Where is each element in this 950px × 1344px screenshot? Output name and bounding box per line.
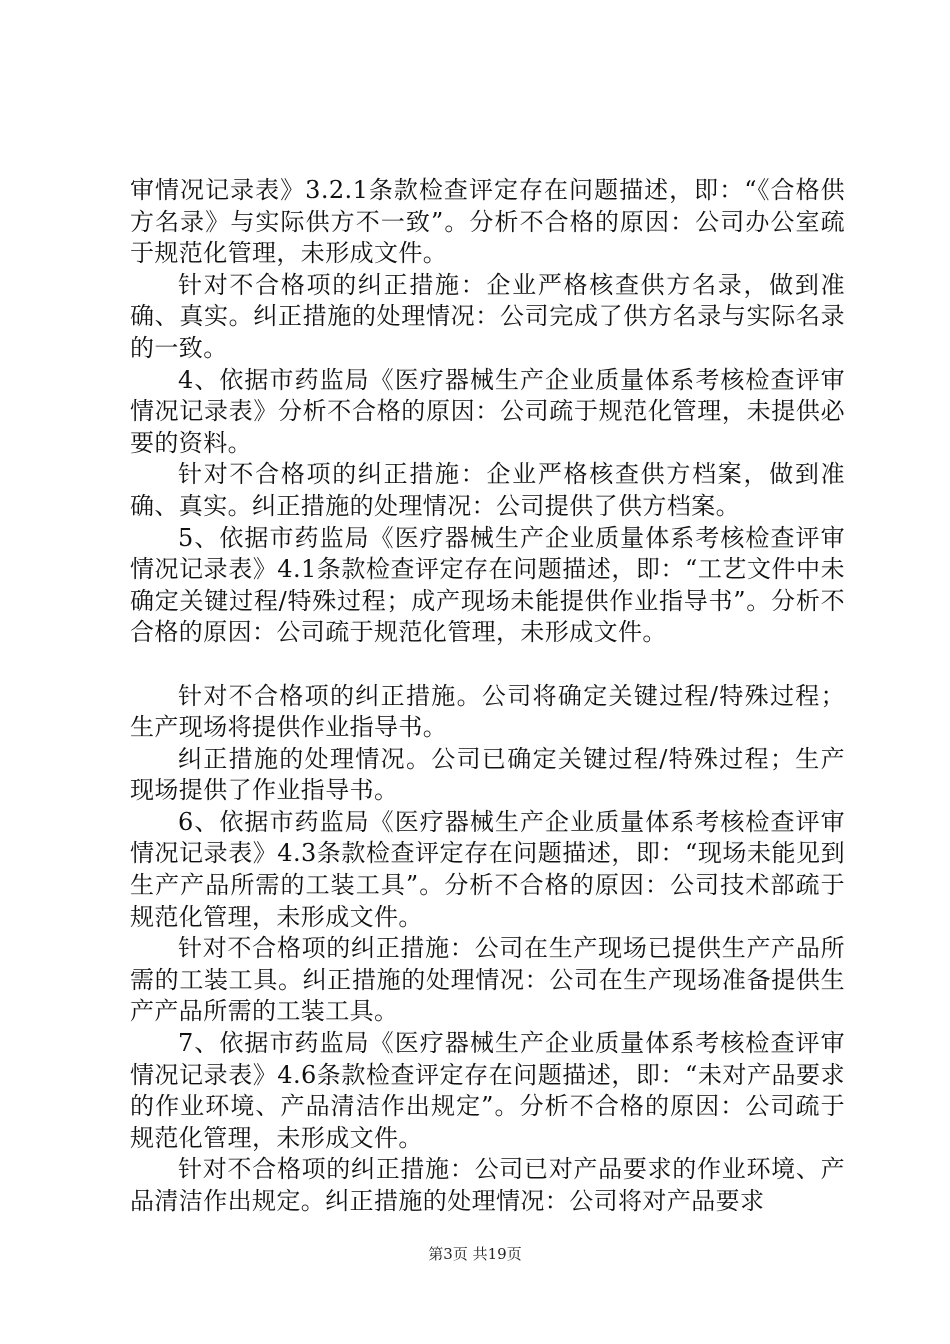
paragraph-corrective-measure-6: 针对不合格项的纠正措施：公司在生产现场已提供生产产品所需的工装工具。纠正措施的处理情况：公司在生产现场准备提供生产产品所需的工装工具。: [130, 934, 845, 1026]
paragraph-continuation: 审情况记录表》3.2.1条款检查评定存在问题描述，即：“《合格供方名录》与实际供方不一致”。分析不合格的原因：公司办公室疏于规范化管理，未形成文件。: [130, 176, 845, 268]
paragraph-item-6: 6、依据市药监局《医疗器械生产企业质量体系考核检查评审情况记录表》4.3条款检查评定存在问题描述，即：“现场未能见到生产产品所需的工装工具”。分析不合格的原因：公司技术部疏于规范化管理，未形成文件。: [130, 807, 845, 931]
document-body: [130, 175, 845, 1218]
paragraph-corrective-measure-4: 针对不合格项的纠正措施：企业严格核查供方档案，做到准确、真实。纠正措施的处理情况：公司提供了供方档案。: [130, 460, 845, 520]
paragraph-corrective-measure-5: 针对不合格项的纠正措施。公司将确定关键过程/特殊过程；生产现场将提供作业指导书。: [130, 681, 845, 742]
paragraph-corrective-measure-7: 针对不合格项的纠正措施：公司已对产品要求的作业环境、产品清洁作出规定。纠正措施的处理情况：公司将对产品要求: [130, 1155, 845, 1215]
paragraph-item-5: 5、依据市药监局《医疗器械生产企业质量体系考核检查评审情况记录表》4.1条款检查评定存在问题描述，即：“工艺文件中未确定关键过程/特殊过程；成产现场未能提供作业指导书”。分析不合格的原因：公司疏于规范化管理，未形成文件。: [130, 523, 845, 647]
paragraph-corrective-measure-3: 针对不合格项的纠正措施：企业严格核查供方名录，做到准确、真实。纠正措施的处理情况：公司完成了供方名录与实际名录的一致。: [130, 270, 845, 362]
paragraph-item-7: 7、依据市药监局《医疗器械生产企业质量体系考核检查评审情况记录表》4.6条款检查评定存在问题描述，即：“未对产品要求的作业环境、产品清洁作出规定”。分析不合格的原因：公司疏于规范化管理，未形成文件。: [130, 1029, 845, 1152]
page-number-footer: 第3页 共19页: [428, 1245, 522, 1263]
paragraph-corrective-status-5: 纠正措施的处理情况。公司已确定关键过程/特殊过程；生产现场提供了作业指导书。: [130, 744, 845, 805]
paragraph-item-4: 4、依据市药监局《医疗器械生产企业质量体系考核检查评审情况记录表》分析不合格的原因：公司疏于规范化管理，未提供必要的资料。: [130, 365, 845, 457]
